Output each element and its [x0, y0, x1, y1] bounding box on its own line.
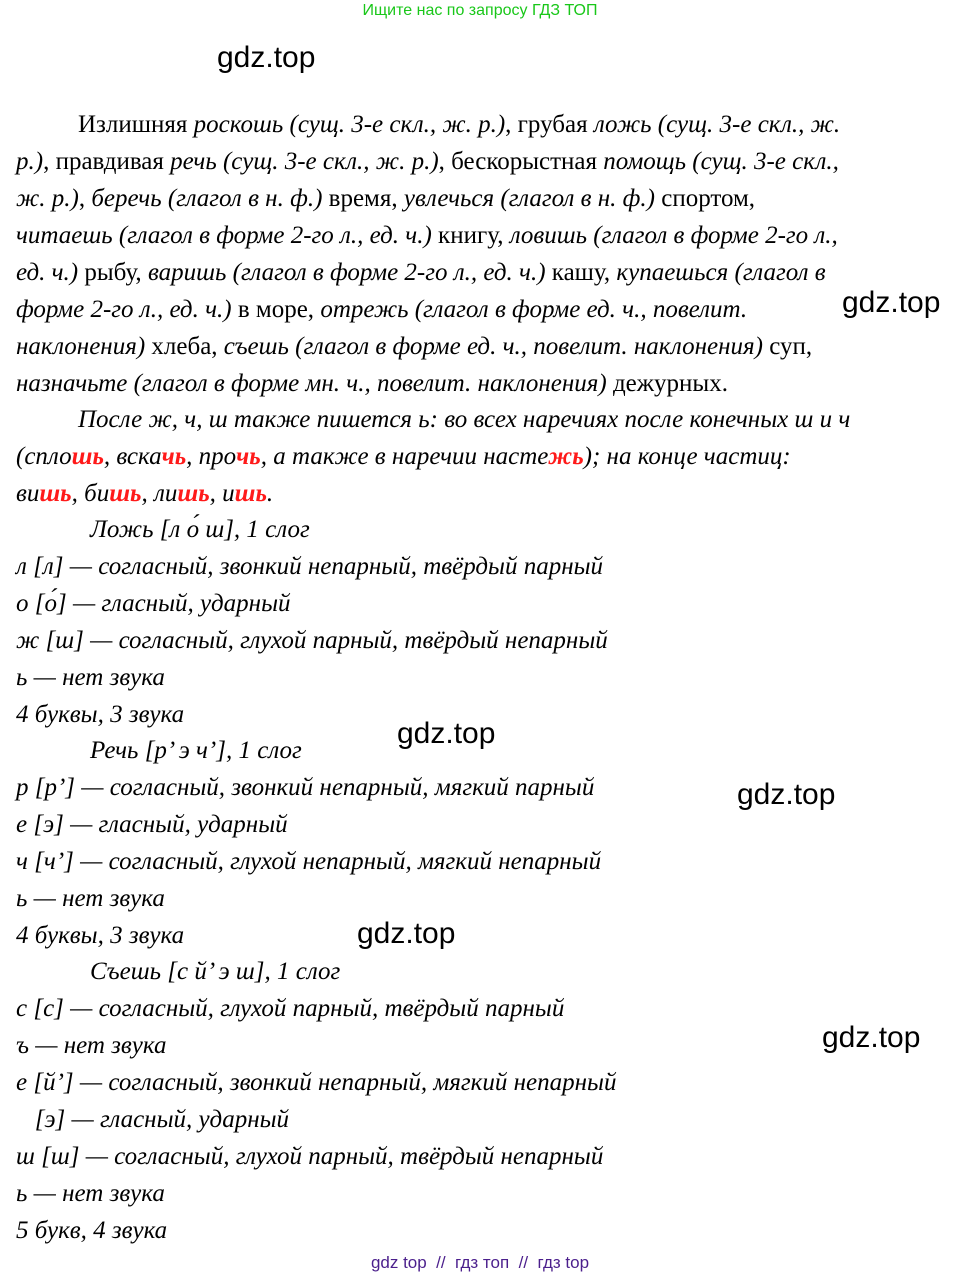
footer-links[interactable]: gdz top // гдз топ // гдз top — [370, 1253, 590, 1272]
rule-line: После ж, ч, ш также пишется ь: во всех наречиях после конечных ш и ч — [78, 406, 851, 433]
analysis-line: с [с] — согласный, глухой парный, твёрдый парный — [16, 995, 565, 1022]
analysis-line: 5 букв, 4 звука — [16, 1217, 168, 1244]
analysis-line: ч [ч’] — согласный, глухой непарный, мягкий непарный — [16, 848, 602, 875]
watermark: gdz.top — [217, 41, 316, 74]
analysis-line: 4 буквы, 3 звука — [16, 922, 185, 949]
paragraph-line: читаешь (глагол в форме 2-го л., ед. ч.) книгу, ловишь (глагол в форме 2-го л., — [16, 222, 838, 249]
analysis-line: ш [ш] — согласный, глухой парный, твёрдый непарный — [16, 1143, 604, 1170]
watermark: gdz.top — [397, 717, 496, 750]
paragraph-line: назначьте (глагол в форме мн. ч., повелит. наклонения) дежурных. — [16, 370, 728, 397]
rule-line: вишь, бишь, лишь, ишь. — [16, 480, 274, 507]
analysis-line: ъ — нет звука — [16, 1032, 167, 1059]
rule-line: (сплошь, вскачь, прочь, а также в наречии настежь); на конце частиц: — [16, 443, 791, 470]
analysis-line: р [р’] — согласный, звонкий непарный, мягкий парный — [16, 774, 595, 801]
analysis-title-lozh: Ложь [л о́ ш], 1 слог — [90, 516, 310, 543]
analysis-line: ж [ш] — согласный, глухой парный, твёрдый непарный — [16, 627, 608, 654]
paragraph-line: ж. р.), беречь (глагол в н. ф.) время, увлечься (глагол в н. ф.) спортом, — [16, 185, 756, 212]
paragraph-line: Излишняя роскошь (сущ. 3-е скл., ж. р.), грубая ложь (сущ. 3-е скл., ж. — [78, 111, 841, 138]
paragraph-line: р.), правдивая речь (сущ. 3-е скл., ж. р.), бескорыстная помощь (сущ. 3-е скл., — [16, 148, 839, 175]
analysis-line: о [о́] — гласный, ударный — [16, 590, 291, 617]
watermark: gdz.top — [737, 778, 836, 811]
analysis-line: ь — нет звука — [16, 1180, 165, 1207]
analysis-line: е [э] — гласный, ударный — [16, 811, 288, 838]
analysis-line: [э] — гласный, ударный — [16, 1106, 290, 1133]
top-banner[interactable]: Ищите нас по запросу ГДЗ ТОП — [362, 2, 598, 19]
watermark: gdz.top — [842, 286, 941, 319]
analysis-title-sesh: Съешь [с й’ э ш], 1 слог — [90, 958, 341, 985]
analysis-line: 4 буквы, 3 звука — [16, 701, 185, 728]
analysis-line: л [л] — согласный, звонкий непарный, твёрдый парный — [16, 553, 604, 580]
analysis-line: ь — нет звука — [16, 664, 165, 691]
paragraph-line: форме 2-го л., ед. ч.) в море, отрежь (глагол в форме ед. ч., повелит. — [16, 296, 748, 323]
watermark: gdz.top — [822, 1021, 921, 1054]
paragraph-line: ед. ч.) рыбу, варишь (глагол в форме 2-го л., ед. ч.) кашу, купаешься (глагол в — [16, 259, 826, 286]
analysis-title-rech: Речь [р’ э ч’], 1 слог — [90, 737, 302, 764]
analysis-line: ь — нет звука — [16, 885, 165, 912]
paragraph-line: наклонения) хлеба, съешь (глагол в форме ед. ч., повелит. наклонения) суп, — [16, 333, 813, 360]
analysis-line: е [й’] — согласный, звонкий непарный, мягкий непарный — [16, 1069, 617, 1096]
watermark: gdz.top — [357, 917, 456, 950]
